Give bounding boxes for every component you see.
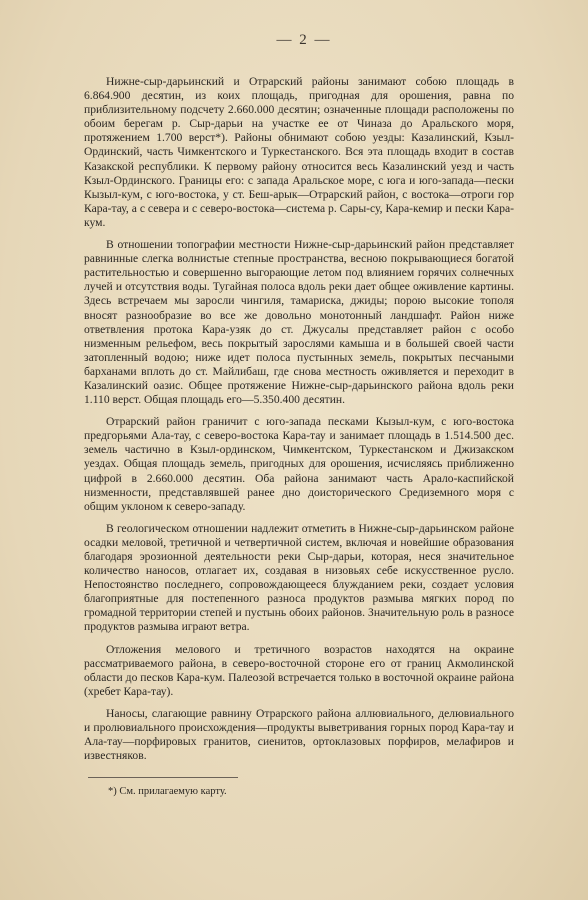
paragraph-1: Нижне-сыр-дарьинский и Отрарский районы занимают собою площадь в 6.864.900 десятин, из коих площадь, пригодная для орошения, равна по приблизительному подсчету 2.660.000 десятин; означенные площади расположены по обоим берегам р. Сыр-дарьи на участке ее от Чиназа до Аральского моря, протяжением 1.700 верст*). Районы обнимают собою уезды: Казалинский, Кзыл-Ординский, часть Чимкентского и Туркестанского. Вся эта площадь входит в состав Казакской республики. К первому району относится весь Казалинский уезд и часть Кзыл-Ординского. Границы его: с запада Аральское море, с юга и юго-запада—пески Кызыл-кум, с юго-востока, у ст. Беш-арык—Отрарский район, с востока—отроги гор Кара-тау, а с севера и с северо-востока—система р. Сары-су, Кара-кемир и пески Кара-кум. <box>84 75 514 229</box>
paragraph-2: В отношении топографии местности Нижне-сыр-дарьинский район представляет равнинные слегка волнистые степные пространства, весною покрывающиеся богатой растительностью и совершенно выгорающие летом под влиянием горячих солнечных лучей и отсутствия воды. Тугайная полоса вдоль реки дает общее оживление картины. Здесь встречаем мы заросли чингиля, тамариска, джиды; порою высокие тополя вносят разнообразие во все же довольно монотонный ландшафт. Район ниже ответвления протока Кара-узяк до ст. Джусалы представляет район с особо низменным рельефом, весь покрытый зарослями камыша и в большей своей части затопленный водою; ниже идет полоса пустынных земель, покрытых песчаными барханами вплоть до ст. Майлибаш, где снова местность оживляется и переходит в Казалинский оазис. Общее протяжение Нижне-сыр-дарьинского района вдоль реки 1.110 верст. Общая площадь его—5.350.400 десятин. <box>84 238 514 407</box>
paragraph-6: Наносы, слагающие равнину Отрарского района аллювиального, делювиального и пролювиального происхождения—продукты выветривания горных пород Кара-тау и Ала-тау—порфировых гранитов, сиенитов, ортоклазовых порфиров, мелафиров и известняков. <box>84 706 514 763</box>
footnote-divider <box>88 777 238 778</box>
footnote: *) См. прилагаемую карту. <box>108 786 227 798</box>
paragraph-4: В геологическом отношении надлежит отметить в Нижне-сыр-дарьинском районе осадки меловой, третичной и четвертичной систем, включая и новейшие образования благодаря эрозионной деятельности реки Сыр-дарьи, которая, неся значительное количество наносов, отлагает их, создавая в низовьях себе искусственное русло. Непостоянство последнего, сопровождающееся блужданием реки, создает условия благоприятные для постепенного разноса продуктов размыва мягких пород по громадной территории степей и пустынь обоих районов. Значительную роль в разносе продуктов размыва играют ветра. <box>84 521 514 634</box>
paragraph-3: Отрарский район граничит с юго-запада песками Кызыл-кум, с юго-востока предгорьями Ала-тау, с северо-востока Кара-тау и занимает площадь в 1.514.500 дес. земель частично в Кзыл-ординском, Чимкентском, Туркестанском и Джизакском уездах. Общая площадь земель, пригодных для орошения, исчисляясь приближенно цифрой в 2.660.000 десятин. Оба района занимают часть Арало-каспийской низменности, представлявшей ранее дно доисторического Средиземного моря с общим уклоном к северо-западу. <box>84 415 514 513</box>
paragraph-5: Отложения мелового и третичного возрастов находятся на окраине рассматриваемого района, в северо-восточной стороне его от границ Акмолинской области до песков Кара-кум. Палеозой встречается только в восточной окраине района (хребет Кара-тау). <box>84 642 514 698</box>
page-number: — 2 — <box>276 32 332 48</box>
